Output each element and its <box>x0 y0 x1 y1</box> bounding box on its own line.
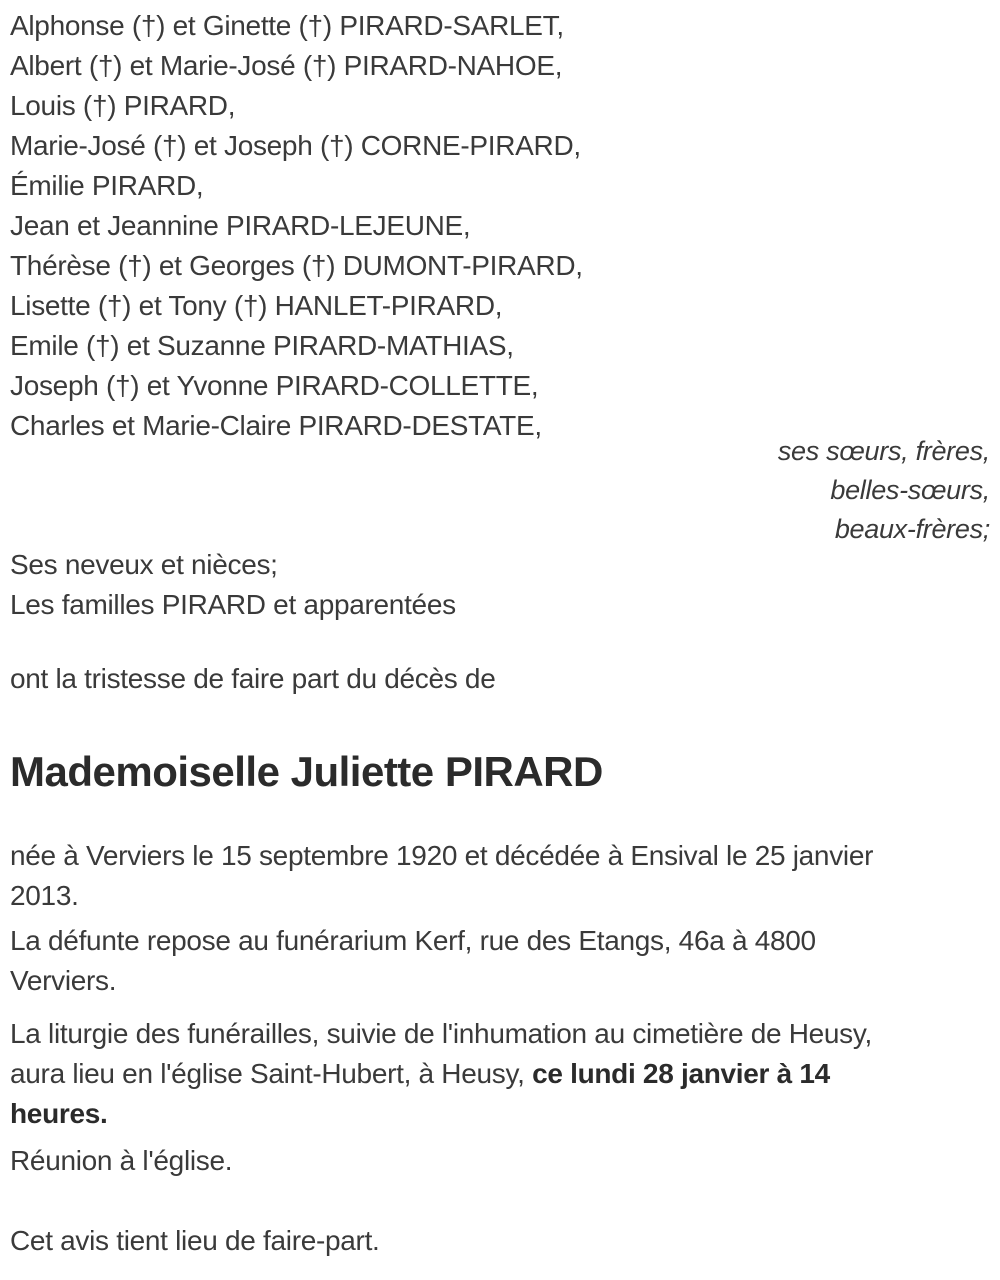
survivors-block <box>10 545 990 625</box>
birth-death-line2: 2013. <box>10 880 79 911</box>
reunion-paragraph: Réunion à l'église. <box>10 1145 233 1176</box>
funeral-paragraph <box>10 1014 990 1134</box>
family-line: Émilie PIRARD, <box>10 170 204 201</box>
relation-line: beaux-frères; <box>834 514 990 544</box>
deceased-name: Mademoiselle Juliette PIRARD <box>10 748 603 795</box>
family-line: Marie-José (†) et Joseph (†) CORNE-PIRARD, <box>10 130 581 161</box>
birth-death-paragraph <box>10 836 990 916</box>
family-line: Jean et Jeannine PIRARD-LEJEUNE, <box>10 210 471 241</box>
funeral-time-bold: heures. <box>10 1098 108 1129</box>
family-line: Lisette (†) et Tony (†) HANLET-PIRARD, <box>10 290 503 321</box>
notice-paragraph: Cet avis tient lieu de faire-part. <box>10 1225 380 1256</box>
repose-line1: La défunte repose au funérarium Kerf, rue des Etangs, 46a à 4800 <box>10 925 816 956</box>
funeral-line2-normal: aura lieu en l'église Saint-Hubert, à Heusy, <box>10 1058 533 1089</box>
family-line: Louis (†) PIRARD, <box>10 90 236 121</box>
family-line: Joseph (†) et Yvonne PIRARD-COLLETTE, <box>10 370 539 401</box>
family-line: Thérèse (†) et Georges (†) DUMONT-PIRARD, <box>10 250 583 281</box>
survivor-line: Les familles PIRARD et apparentées <box>10 589 456 620</box>
birth-death-line1: née à Verviers le 15 septembre 1920 et décédée à Ensival le 25 janvier <box>10 840 874 871</box>
announcement-line: ont la tristesse de faire part du décès de <box>10 663 496 694</box>
repose-paragraph <box>10 921 990 1001</box>
funeral-date-bold: ce lundi 28 janvier à 14 <box>532 1058 830 1089</box>
repose-line2: Verviers. <box>10 965 117 996</box>
family-line: Charles et Marie-Claire PIRARD-DESTATE, <box>10 410 542 441</box>
survivor-line: Ses neveux et nièces; <box>10 549 278 580</box>
funeral-line1: La liturgie des funérailles, suivie de l'inhumation au cimetière de Heusy, <box>10 1018 872 1049</box>
family-line: Emile (†) et Suzanne PIRARD-MATHIAS, <box>10 330 514 361</box>
relations-block <box>10 432 990 549</box>
family-line: Alphonse (†) et Ginette (†) PIRARD-SARLET, <box>10 10 564 41</box>
family-line: Albert (†) et Marie-José (†) PIRARD-NAHOE, <box>10 50 563 81</box>
relation-line: belles-sœurs, <box>830 475 990 505</box>
relation-line: ses sœurs, frères, <box>777 436 990 466</box>
family-list <box>10 6 990 446</box>
